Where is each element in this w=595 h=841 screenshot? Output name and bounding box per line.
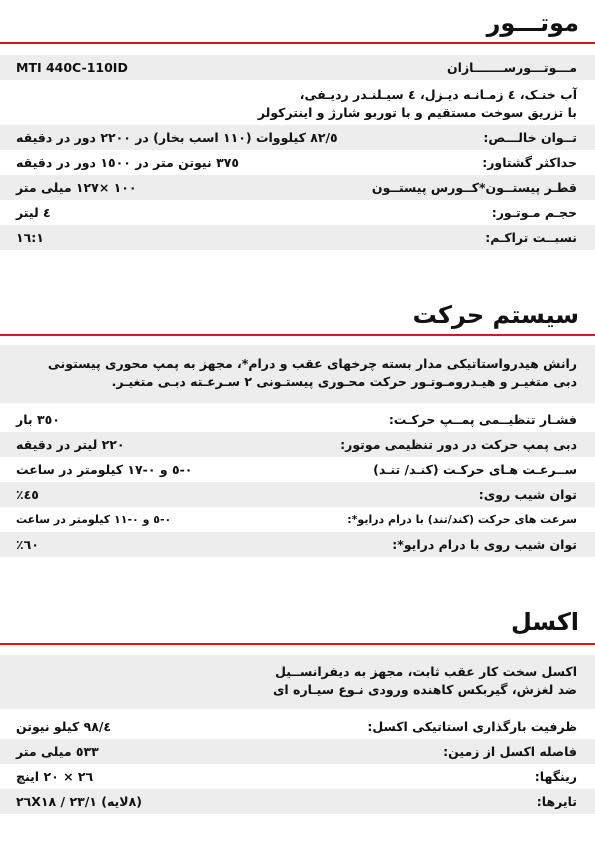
gradeability-label: توان شیب روی:	[478, 487, 577, 502]
engine-title-rule	[0, 42, 595, 44]
engine-manufacturer-row	[0, 55, 595, 80]
axle-spec-row	[0, 739, 595, 764]
displacement-label: حجـم مـوتـور:	[491, 205, 577, 220]
drive-spec-row	[0, 507, 595, 532]
gradeability-drum-drive-label: توان شیب روی با درام درایو*:	[392, 537, 577, 552]
tires-label: تایرها:	[536, 794, 577, 809]
compression-ratio-value: ١٦:١	[16, 230, 44, 245]
bore-stroke-label: قطـر پیستــون*کــورس پیستــون	[371, 180, 577, 195]
axle-description	[273, 663, 577, 699]
drive-description-line-2: دبی متغیـر و هیـدرومـوتـور حرکت محـوری پیستـونی ٢ سـرعـته دبـی متغیـر.	[111, 374, 577, 389]
engine-manufacturer-label: مـــوتـــورســـــــازان	[447, 60, 577, 75]
drive-spec-row	[0, 482, 595, 507]
engine-description-line-1: آب خنـک، ٤ زمـانـه دیـزل، ٤ سیـلنـدر ردیـفی،	[299, 87, 577, 102]
drive-pump-pressure-value: ٣٥٠ بار	[16, 412, 60, 427]
axle-static-load-value: ٩٨/٤ کیلو نیوتن	[16, 719, 112, 734]
rims-value: ٢٦ × ٢٠ اینچ	[16, 769, 94, 784]
axle-description-line-2: ضد لغزش، گیربکس کاهنده ورودی نـوع سیـاره ای	[272, 682, 577, 697]
axle-spec-row	[0, 789, 595, 814]
engine-spec-row	[0, 175, 595, 200]
drive-section-title: سیستم حرکت	[412, 301, 579, 329]
axle-title-rule	[0, 643, 595, 645]
drive-spec-row	[0, 457, 595, 482]
net-power-label: تــوان خالـــص:	[483, 130, 577, 145]
travel-speeds-drum-drive-label: سرعت های حرکت (کند/تند) با درام درایو*:	[347, 513, 577, 526]
max-torque-value: ٣٧٥ نیوتن متر در ١٥٠٠ دور در دقیقه	[16, 155, 239, 170]
axle-description-line-1: اکسل سخت کار عقب ثابت، مجهز به دیفرانســیل	[275, 664, 577, 679]
bore-stroke-value: ١٠٠ ×١٢٧ میلی متر	[16, 180, 137, 195]
drive-pump-flow-value: ٢٢٠ لیتر در دقیقه	[16, 437, 125, 452]
gradeability-value: ٤٥٪	[16, 487, 39, 502]
ground-clearance-label: فاصله اکسل از زمین:	[443, 744, 577, 759]
displacement-value: ٤ لیتر	[16, 205, 51, 220]
engine-description	[258, 86, 577, 122]
engine-description-line-2: با تزریق سوخت مستقیم و با توربو شارژ و اینترکولر	[257, 105, 577, 120]
engine-spec-row	[0, 150, 595, 175]
drive-spec-row	[0, 432, 595, 457]
drive-pump-flow-label: دبی پمپ حرکت در دور تنظیمی موتور:	[340, 437, 577, 452]
engine-spec-row	[0, 200, 595, 225]
engine-spec-row	[0, 225, 595, 250]
net-power-value: ٨٢/٥ کیلووات (١١٠ اسب بخار) در ٢٢٠٠ دور در دقیقه	[16, 130, 338, 145]
travel-speeds-drum-drive-value: ٠-٥ و ٠-١١ کیلومتر در ساعت	[16, 513, 172, 526]
compression-ratio-label: نسبــت تراکـم:	[485, 230, 577, 245]
drive-description-line-1: رانش هیدرواستاتیکی مدار بسته چرخهای عقب و درام*، مجهز به پمپ محوری پیستونی	[47, 356, 577, 371]
drive-pump-pressure-label: فشـار تنظیــمی پمــپ حرکـت:	[388, 412, 577, 427]
drive-spec-row	[0, 532, 595, 557]
drive-spec-row	[0, 407, 595, 432]
axle-spec-row	[0, 714, 595, 739]
engine-spec-row	[0, 125, 595, 150]
ground-clearance-value: ٥٣٣ میلی متر	[16, 744, 99, 759]
gradeability-drum-drive-value: ٦٠٪	[16, 537, 39, 552]
max-torque-label: حداکثر گشتاور:	[482, 155, 577, 170]
axle-section-title: اکسل	[510, 608, 579, 636]
drive-title-rule	[0, 334, 595, 336]
tires-value: (٨لایه) ٢٣/١ / ٢٦X١٨	[16, 794, 142, 809]
drive-description	[48, 355, 577, 391]
engine-manufacturer-value: MTI 440C-110ID	[16, 60, 128, 75]
rims-label: رینگها:	[534, 769, 577, 784]
travel-speeds-label: ســرعـت هـای حرکـت (کنـد/ تنـد)	[373, 462, 577, 477]
axle-static-load-label: ظرفیت بارگذاری استاتیکی اکسل:	[367, 719, 577, 734]
engine-section-title: موتـــور	[486, 9, 579, 37]
axle-spec-row	[0, 764, 595, 789]
travel-speeds-value: ٠-٥ و ٠-١٧ کیلومتر در ساعت	[16, 462, 193, 477]
